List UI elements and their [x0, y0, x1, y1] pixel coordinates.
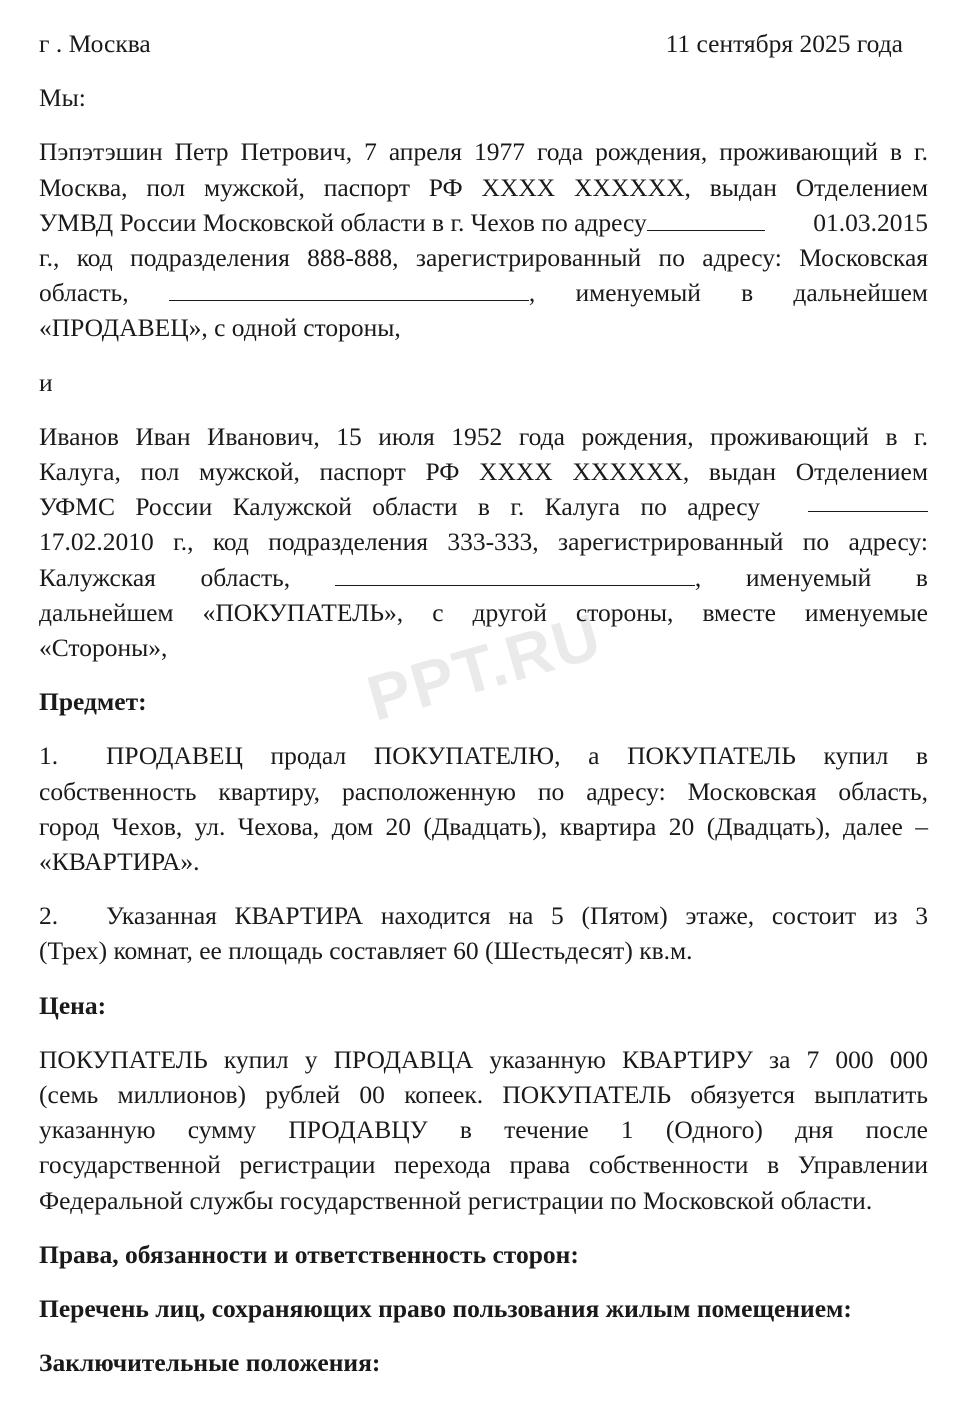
seller-word: дальнейшем [793, 278, 928, 308]
seller-line: Пэпэтэшин Петр Петрович, 7 апреля 1977 года рождения, проживающий в г. [39, 137, 928, 167]
conjunction: и [39, 367, 53, 397]
buyer-word: в [915, 562, 928, 592]
item-text: ПРОДАВЕЦ продал ПОКУПАТЕЛЮ, а ПОКУПАТЕЛЬ купил в [106, 741, 928, 771]
seller-line [39, 275, 928, 310]
document-header [39, 26, 903, 61]
section-heading-price: Цена: [39, 990, 107, 1020]
item-number: 2. [39, 901, 59, 931]
blank-field [808, 489, 928, 512]
section-heading-subject: Предмет: [39, 687, 147, 717]
seller-paragraph [39, 134, 928, 345]
buyer-address-blank: , [335, 560, 701, 595]
intro-text: Мы: [39, 83, 86, 113]
buyer-paragraph [39, 419, 928, 665]
buyer-word: именуемый [745, 562, 872, 592]
buyer-line [39, 560, 928, 595]
seller-line-text: УМВД России Московской области в г. Чехов по адресу [39, 205, 765, 240]
subject-item-1 [39, 738, 928, 879]
section-heading-final: Заключительные положения: [39, 1348, 381, 1378]
item-line [39, 898, 928, 933]
buyer-line [39, 489, 928, 524]
price-line: ПОКУПАТЕЛЬ купил у ПРОДАВЦА указанную КВАРТИРУ за 7 000 000 [39, 1044, 928, 1074]
price-line: (семь миллионов) рублей 00 копеек. ПОКУПАТЕЛЬ обязуется выплатить [39, 1080, 928, 1110]
price-paragraph [39, 1042, 928, 1218]
seller-word: в [741, 278, 754, 308]
item-line: город Чехов, ул. Чехова, дом 20 (Двадцать), квартира 20 (Двадцать), далее – [39, 811, 928, 841]
seller-word: именуемый [575, 278, 701, 308]
watermark: PPT.RU [359, 599, 610, 735]
section-heading-persons: Перечень лиц, сохраняющих право пользования жилым помещением: [39, 1294, 852, 1324]
price-line: государственной регистрации перехода права собственности в Управлении [39, 1150, 928, 1180]
city: г . Москва [39, 29, 151, 58]
contract-document [39, 26, 928, 1400]
seller-line: г., код подразделения 888-888, зарегистрированный по адресу: Московская [39, 243, 928, 273]
seller-line [39, 205, 928, 240]
document-date: 11 сентября 2025 года [665, 29, 903, 58]
price-line: Федеральной службы государственной регистрации по Московской области. [39, 1185, 873, 1215]
buyer-line: Калуга, пол мужской, паспорт РФ XXXX XXXXXX, выдан Отделением [39, 457, 928, 487]
buyer-line: 17.02.2010 г., код подразделения 333-333, зарегистрированный по адресу: [39, 527, 928, 557]
blank-field [169, 278, 529, 301]
buyer-word: Калужская [39, 562, 156, 592]
subject-item-2 [39, 898, 928, 968]
price-line: указанную сумму ПРОДАВЦУ в течение 1 (Одного) дня после [39, 1115, 928, 1145]
buyer-line: дальнейшем «ПОКУПАТЕЛЬ», с другой стороны, вместе именуемые [39, 597, 928, 627]
passport-issue-date: 01.03.2015 [813, 207, 928, 237]
item-line [39, 738, 928, 773]
seller-region-word: область, [39, 278, 129, 308]
blank-field [647, 208, 765, 231]
item-number: 1. [39, 741, 59, 771]
item-line: «КВАРТИРА». [39, 847, 200, 877]
seller-address-blank: , [169, 275, 535, 310]
buyer-word: область, [200, 562, 291, 592]
buyer-line: Иванов Иван Иванович, 15 июля 1952 года рождения, проживающий в г. [39, 421, 928, 451]
buyer-line-text: УФМС России Калужской области в г. Калуга по адресу [39, 492, 760, 522]
seller-line: «ПРОДАВЕЦ», с одной стороны, [39, 313, 401, 343]
seller-line: Москва, пол мужской, паспорт РФ XXXX XXXXXX, выдан Отделением [39, 172, 928, 202]
blank-field [335, 563, 695, 586]
item-line: (Трех) комнат, ее площадь составляет 60 (Шестьдесят) кв.м. [39, 936, 693, 966]
item-text: Указанная КВАРТИРА находится на 5 (Пятом) этаже, состоит из 3 [106, 901, 928, 931]
buyer-line: «Стороны», [39, 633, 168, 663]
item-line: собственность квартиру, расположенную по адресу: Московская область, [39, 776, 928, 806]
section-heading-rights: Права, обязанности и ответственность сторон: [39, 1239, 579, 1269]
